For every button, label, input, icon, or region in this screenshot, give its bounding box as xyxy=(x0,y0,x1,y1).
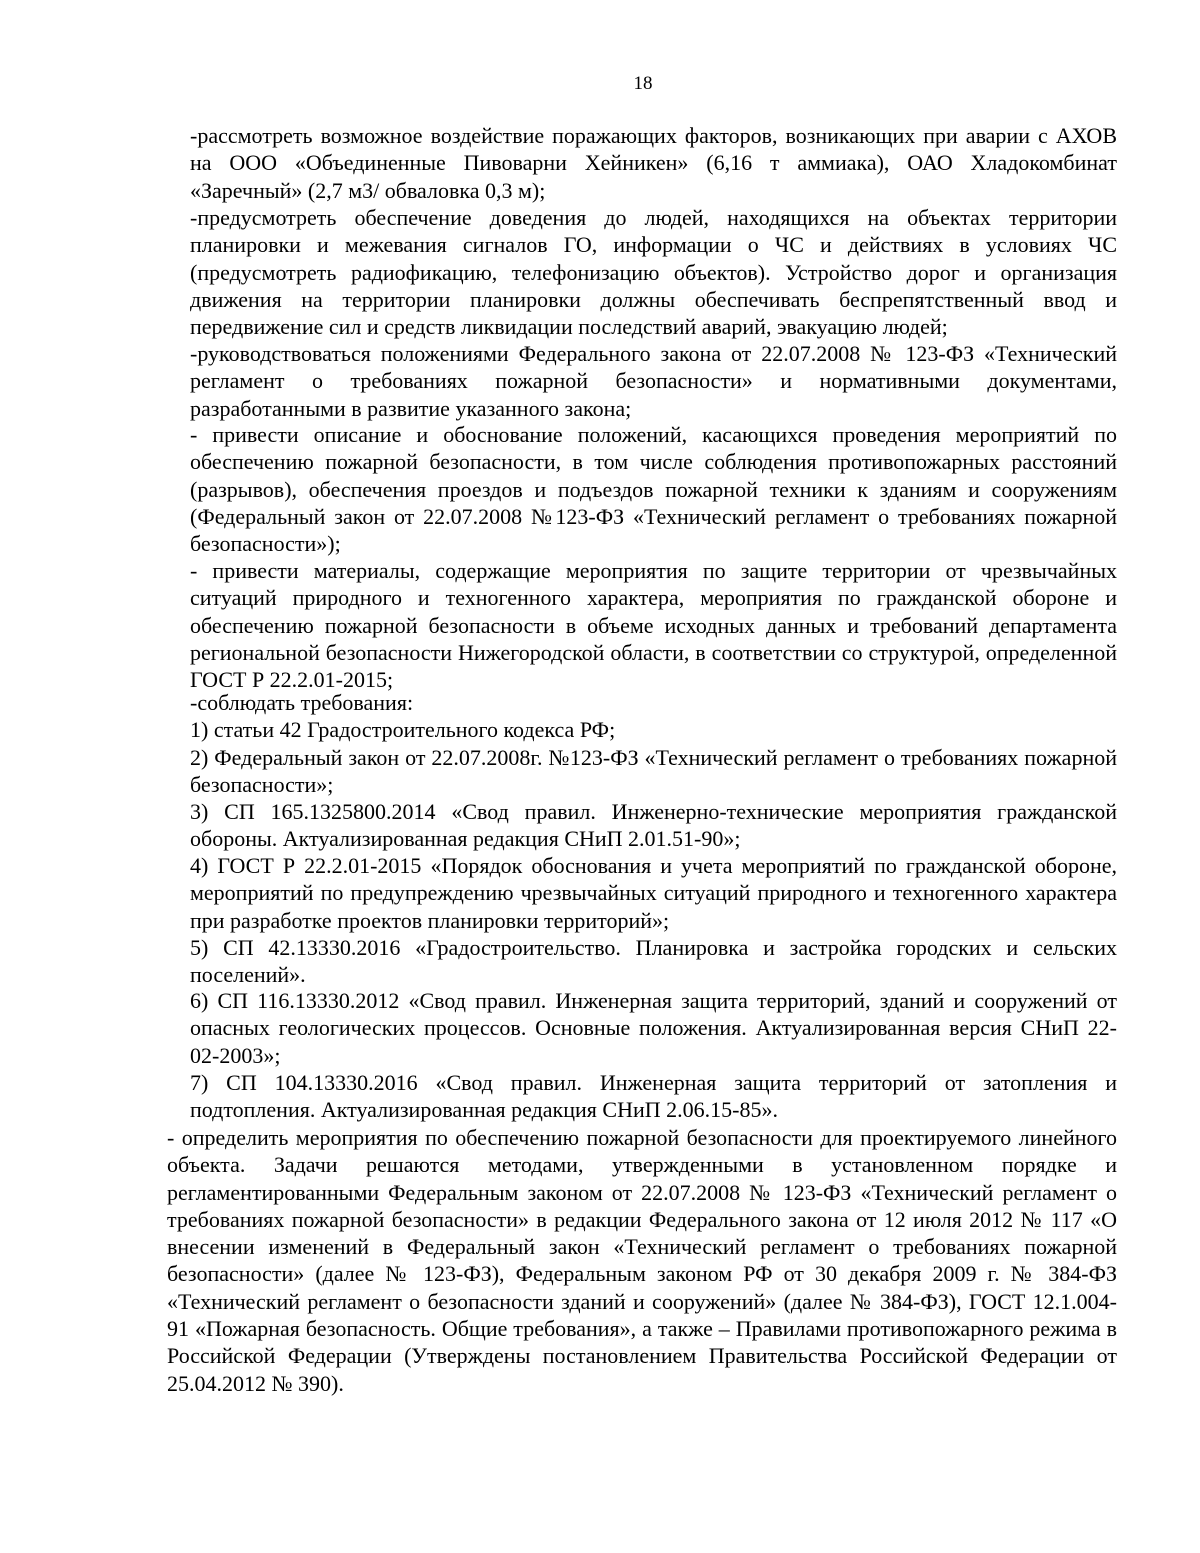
paragraph-hazard-factors: -рассмотреть возможное воздействие поражающих факторов, возникающих при аварии с АХОВ на ООО «Объединенные Пивоварни Хейникен» (6,16 т аммиака), ОАО Хладокомбинат «Заречный» (2,7 м3/ обваловка 0,3 м); xyxy=(190,123,1117,203)
paragraph-fire-safety-measures: - определить мероприятия по обеспечению пожарной безопасности для проектируемого линейного объекта. Задачи решаются методами, утвержденными в установленном порядке и регламентированными Федеральным законом от 22.07.2008 № 123-ФЗ «Технический регламент о требованиях пожарной безопасности» в редакции Федерального закона от 12 июля 2012 № 117 «О внесении изменений в Федеральный закон «Технический регламент о требованиях пожарной безопасности» (далее № 123-ФЗ), Федеральным законом РФ от 30 декабря 2009 г. № 384-ФЗ «Технический регламент о безопасности зданий и сооружений» (далее № 384-ФЗ), ГОСТ 12.1.004-91 «Пожарная безопасность. Общие требования», а также – Правилами противопожарного режима в Российской Федерации (Утверждены постановлением Правительства Российской Федерации от 25.04.2012 № 390). xyxy=(167,1125,1117,1396)
page-number: 18 xyxy=(633,73,653,94)
paragraph-fire-safety-description: - привести описание и обоснование положений, касающихся проведения мероприятий по обеспечению пожарной безопасности, в том числе соблюдения противопожарных расстояний (разрывов), обеспечения проездов и подъездов пожарной техники к зданиям и сооружениям (Федеральный закон от 22.07.2008 №123-ФЗ «Технический регламент о требованиях пожарной безопасности»); xyxy=(190,422,1117,557)
requirement-item-3: 3) СП 165.1325800.2014 «Свод правил. Инженерно-технические мероприятия гражданской обороны. Актуализированная редакция СНиП 2.01.51-90»; xyxy=(190,799,1117,852)
requirement-item-1: 1) статьи 42 Градостроительного кодекса РФ; xyxy=(190,717,616,742)
paragraph-federal-law-guidance: -руководствоваться положениями Федерального закона от 22.07.2008 № 123-ФЗ «Технический регламент о требованиях пожарной безопасности» и нормативными документами, разработанными в развитие указанного закона; xyxy=(190,341,1117,421)
requirement-item-6: 6) СП 116.13330.2012 «Свод правил. Инженерная защита территорий, зданий и сооружений от опасных геологических процессов. Основные положения. Актуализированная версия СНиП 22-02-2003»; xyxy=(190,988,1117,1068)
requirement-item-4: 4) ГОСТ Р 22.2.01-2015 «Порядок обоснования и учета мероприятий по гражданской обороне, мероприятий по предупреждению чрезвычайных ситуаций природного и техногенного характера при разработке проектов планировки территорий»; xyxy=(190,853,1117,933)
requirement-item-7: 7) СП 104.13330.2016 «Свод правил. Инженерная защита территорий от затопления и подтопления. Актуализированная редакция СНиП 2.06.15-85». xyxy=(190,1070,1117,1123)
requirement-item-2: 2) Федеральный закон от 22.07.2008г. №123-ФЗ «Технический регламент о требованиях пожарной безопасности»; xyxy=(190,745,1117,798)
paragraph-requirements-intro: -соблюдать требования: xyxy=(190,690,414,715)
paragraph-emergency-materials: - привести материалы, содержащие мероприятия по защите территории от чрезвычайных ситуаций природного и техногенного характера, мероприятия по гражданской обороне и обеспечению пожарной безопасности в объеме исходных данных и требований департамента региональной безопасности Нижегородской области, в соответствии со структурой, определенной ГОСТ Р 22.2.01-2015; xyxy=(190,558,1117,693)
paragraph-civil-defense-signals: -предусмотреть обеспечение доведения до людей, находящихся на объектах территории планировки и межевания сигналов ГО, информации о ЧС и действиях в условиях ЧС (предусмотреть радиофикацию, телефонизацию объектов). Устройство дорог и организация движения на территории планировки должны обеспечивать беспрепятственный ввод и передвижение сил и средств ликвидации последствий аварий, эвакуацию людей; xyxy=(190,205,1117,340)
requirement-item-5: 5) СП 42.13330.2016 «Градостроительство. Планировка и застройка городских и сельских поселений». xyxy=(190,935,1117,988)
